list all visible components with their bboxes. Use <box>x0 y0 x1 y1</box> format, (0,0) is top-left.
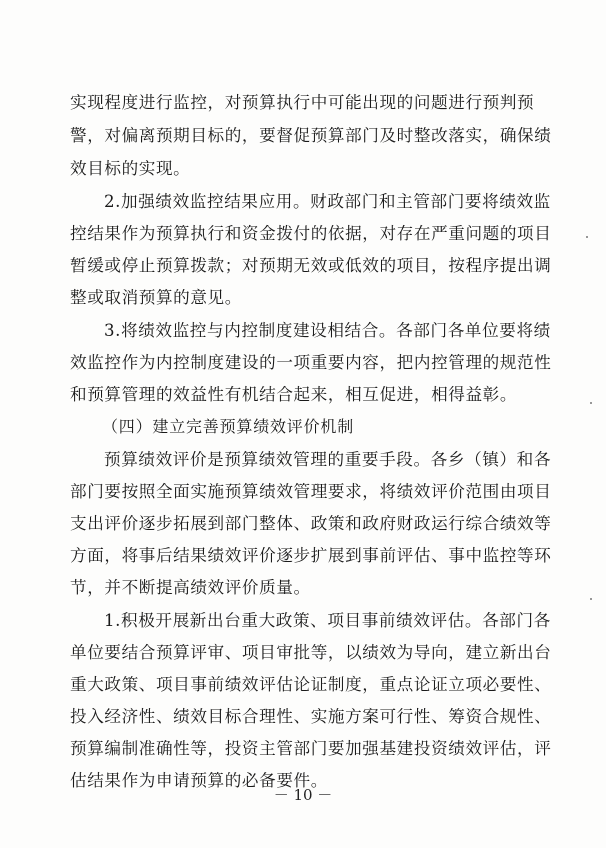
text-line: 和预算管理的效益性有机结合起来，相互促进，相得益彰。 <box>70 385 518 404</box>
text-line: 重大政策、项目事前绩效评估论证制度，重点论证立项必要性、 <box>70 675 552 694</box>
page-number: － 10 － <box>273 786 333 804</box>
text-line: 支出评价逐步拓展到部门整体、政策和政府财政运行综合绩效等 <box>70 514 552 533</box>
scan-speck <box>590 402 592 404</box>
text-line: 预算绩效评价是预算绩效管理的重要手段。各乡（镇）和各 <box>104 450 552 469</box>
text-line: 实现程度进行监控，对预算执行中可能出现的问题进行预判预 <box>70 93 535 112</box>
text-line: 方面，将事后结果绩效评价逐步扩展到事前评估、事中监控等环 <box>70 546 552 565</box>
text-line: 3.将绩效监控与内控制度建设相结合。各部门各单位要将绩 <box>104 321 551 340</box>
scan-speck <box>590 598 592 600</box>
text-line: 效监控作为内控制度建设的一项重要内容，把内控管理的规范性 <box>70 353 552 372</box>
section-heading: （四）建立完善预算绩效评价机制 <box>102 417 355 436</box>
text-line: 警，对偏离预期目标的，要督促预算部门及时整改落实，确保绩 <box>70 126 552 145</box>
text-line: 单位要结合预算评审、项目审批等，以绩效为导向，建立新出台 <box>70 643 552 662</box>
text-line: 2.加强绩效监控结果应用。财政部门和主管部门要将绩效监 <box>104 192 551 211</box>
text-line: 部门要按照全面实施预算绩效管理要求，将绩效评价范围由项目 <box>70 482 552 501</box>
text-line: 估结果作为申请预算的必备要件。 <box>70 771 328 790</box>
text-line: 预算编制准确性等，投资主管部门要加强基建投资绩效评估，评 <box>70 739 552 758</box>
text-line: 节，并不断提高绩效评价质量。 <box>70 578 311 597</box>
text-line: 1.积极开展新出台重大政策、项目事前绩效评估。各部门各 <box>104 611 551 630</box>
text-line: 效目标的实现。 <box>70 159 191 178</box>
text-line: 投入经济性、绩效目标合理性、实施方案可行性、筹资合规性、 <box>70 707 552 726</box>
scan-speck <box>586 236 588 238</box>
text-line: 控结果作为预算执行和资金拨付的依据，对存在严重问题的项目 <box>70 224 552 243</box>
text-line: 整或取消预算的意见。 <box>70 288 242 307</box>
text-line: 暂缓或停止预算拨款；对预期无效或低效的项目，按程序提出调 <box>70 256 552 275</box>
